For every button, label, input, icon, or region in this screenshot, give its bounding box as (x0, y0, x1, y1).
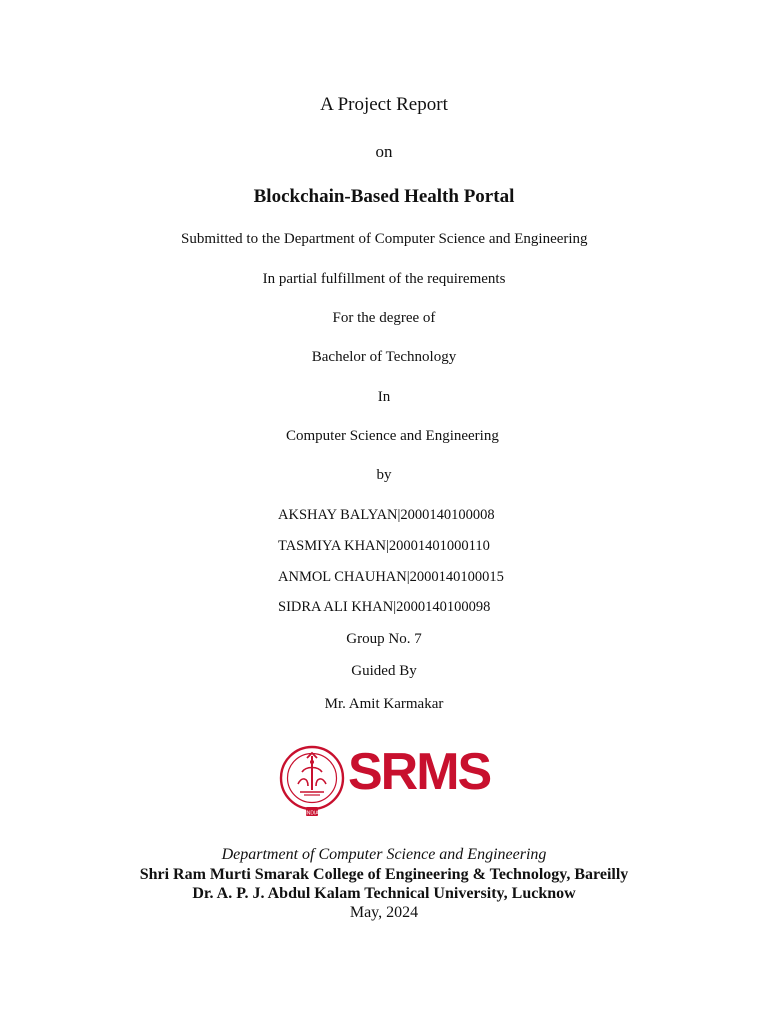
report-heading: A Project Report (320, 94, 448, 115)
college-seal-icon (278, 742, 346, 818)
partial-fulfillment: In partial fulfillment of the requirements (262, 271, 506, 287)
svg-text:INDIA: INDIA (305, 810, 319, 817)
project-title: Blockchain-Based Health Portal (253, 186, 515, 207)
footer-university: Dr. A. P. J. Abdul Kalam Technical University, Lucknow (192, 885, 576, 902)
footer-date: May, 2024 (349, 904, 419, 921)
srms-wordmark: SRMS (348, 743, 491, 801)
submitted-to: Submitted to the Department of Computer Science and Engineering (181, 231, 588, 247)
footer-college: Shri Ram Murti Smarak College of Engineering & Technology, Bareilly (139, 866, 629, 883)
student-entry: SIDRA ALI KHAN|2000140100098 (278, 599, 491, 615)
student-entry: TASMIYA KHAN|20001401000110 (278, 538, 490, 554)
degree-intro: For the degree of (332, 310, 436, 326)
student-entry: AKSHAY BALYAN|2000140100008 (278, 507, 495, 523)
group-number: Group No. 7 (346, 631, 422, 647)
by-label: by (376, 467, 392, 483)
footer-department: Department of Computer Science and Engineering (221, 846, 547, 863)
srms-logo (278, 742, 491, 820)
in-label: In (377, 389, 391, 405)
branch-name: Computer Science and Engineering (286, 428, 499, 444)
guide-name: Mr. Amit Karmakar (324, 696, 444, 712)
degree-name: Bachelor of Technology (311, 349, 457, 365)
student-entry: ANMOL CHAUHAN|2000140100015 (278, 569, 504, 585)
report-on: on (375, 142, 393, 161)
guided-by-label: Guided By (351, 663, 417, 679)
